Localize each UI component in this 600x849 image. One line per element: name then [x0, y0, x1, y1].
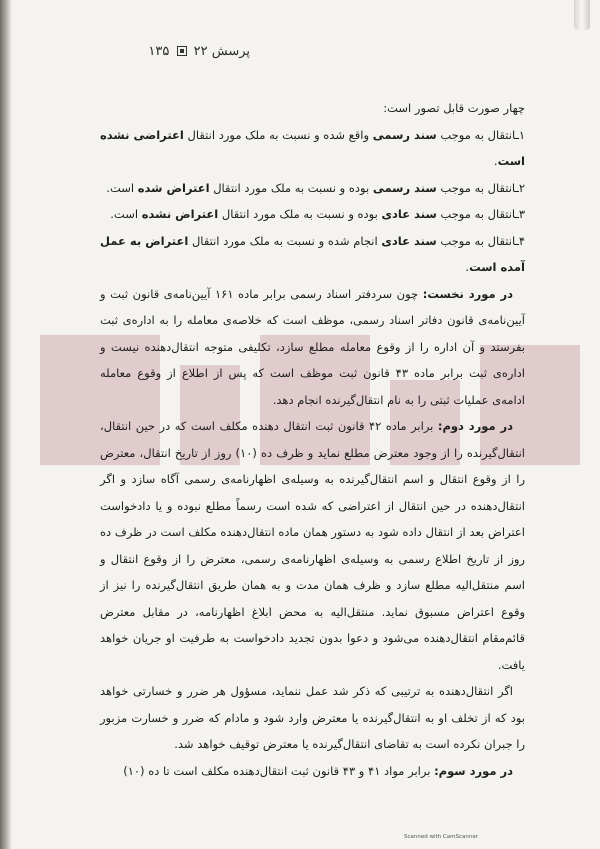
book-binding-shadow — [0, 0, 12, 849]
case-item-4: ۴ـانتقال به موجب سند عادی انجام شده و نسبت به ملک مورد انتقال اعتراض به عمل آمده است. — [100, 233, 526, 274]
paragraph-lead: در مورد سوم: — [434, 763, 513, 778]
paragraph-lead: در مورد دوم: — [437, 419, 513, 433]
paragraph-third-case: در مورد سوم: برابر مواد ۴۱ و ۴۳ قانون ثبت انتقال‌دهنده مکلف است تا ده (۱۰) — [123, 763, 513, 778]
page-header — [110, 44, 250, 64]
square-bullet-icon — [177, 46, 187, 56]
page-number: ۱۳۵ — [148, 44, 170, 59]
paragraph-liability: اگر انتقال‌دهنده به ترتیبی که ذکر شد عمل ننماید، مسؤول هر ضرر و خسارتی خواهد بود که از تخلف او به انتقال‌گیرنده یا معترض وارد شود و مادام که ضرر و خسارت مزبور را جبران نکرده است به تقاضای انتقال‌گیرنده یا معترض توقیف خواهد شد. — [100, 684, 525, 751]
page-clip — [574, 0, 590, 30]
case-item-1: ۱ـانتقال به موجب سند رسمی واقع شده و نسبت به ملک مورد انتقال اعتراضی نشده است. — [100, 127, 526, 168]
body-text — [100, 95, 525, 784]
case-item-2: ۲ـانتقال به موجب سند رسمی بوده و نسبت به ملک مورد انتقال اعتراض شده است. — [106, 180, 525, 195]
intro-line: چهار صورت قابل تصور است: — [383, 101, 525, 115]
chapter-title: پرسش ۲۲ — [193, 44, 250, 59]
paragraph-lead: در مورد نخست: — [422, 286, 513, 301]
paragraph-first-case: در مورد نخست: چون سردفتر اسناد رسمی برابر ماده ۱۶۱ آیین‌نامه‌ی قانون ثبت و آیین‌نامه‌ی قانون دفاتر اسناد رسمی، موظف است که خلاصه‌ی معامله را به اداره‌ی ثبت بفرستد و آن اداره را از وقوع معامله مطلع سازد، تکلیفی متوجه انتقال‌دهنده نیست و اداره‌ی ثبت برابر ماده ۴۳ قانون ثبت موظف است که پس از اطلاع از وقوع معامله ادامه‌ی عملیات ثبتی را به نام انتقال‌گیرنده انجام دهد. — [100, 286, 526, 407]
case-item-3: ۳ـانتقال به موجب سند عادی بوده و نسبت به ملک مورد انتقال اعتراض نشده است. — [110, 207, 525, 221]
paragraph-second-case: در مورد دوم: برابر ماده ۴۲ قانون ثبت انتقال دهنده مکلف است که در حین انتقال، انتقال‌گیرنده را از وجود معترض مطلع نماید و ظرف ده (۱۰) روز از تاریخ انتقال، معترض را از وقوع انتقال و اسم انتقال‌گیرنده به وسیله‌ی اظهارنامه‌ی رسمی آگاه سازد و اگر انتقال‌دهنده در حین انتقال از اعتراضی که شده است رسماً مطلع نبوده و یا دادخواست اعتراض بعد از انتقال داده شود به دستور همان ماده انتقال‌دهنده مکلف است در ظرف ده روز از تاریخ اطلاع رسمی به وسیله‌ی اظهارنامه‌ی رسمی، معترض را از وقوع انتقال و اسم منتقل‌الیه مطلع سازد و ظرف همان مدت و به همان طریق انتقال‌گیرنده را نیز از وقوع اعتراض مسبوق نماید. منتقل‌الیه به محض ابلاغ اظهارنامه، در مقابل معترض قائم‌مقام انتقال‌دهنده می‌شود و دعوا بدون تجدید دادخواست به طرفیت او جریان خواهد یافت. — [100, 419, 525, 672]
scanner-watermark-text: Scanned with CamScanner — [404, 834, 478, 840]
